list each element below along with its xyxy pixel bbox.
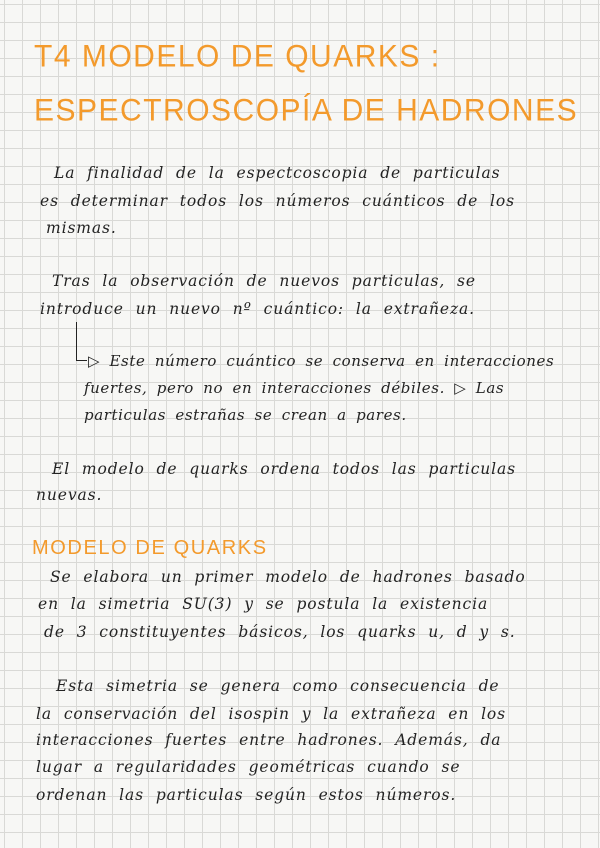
text-line: Esta simetria se genera como consecuencia de (56, 677, 500, 695)
section-heading: MODELO DE QUARKS (32, 537, 268, 559)
text-line: lugar a regularidades geométricas cuando se (36, 758, 461, 776)
text-line: particulas estrañas se crean a pares. (84, 406, 407, 424)
text-line: en la simetria SU(3) y se postula la existencia (38, 595, 489, 613)
text-line: fuertes, pero no en interacciones débiles. ▷ Las (84, 379, 505, 397)
text-line: Tras la observación de nuevos particulas, se (52, 272, 476, 290)
text-line: La finalidad de la espectcoscopia de particulas (54, 164, 501, 182)
text-line: Se elabora un primer modelo de hadrones basado (50, 568, 526, 586)
text-line: introduce un nuevo nº cuántico: la extrañeza. (40, 300, 475, 318)
text-line: mismas. (46, 219, 117, 237)
text-line: la conservación del isospin y la extrañeza en los (36, 705, 507, 723)
text-line: ordenan las particulas según estos números. (36, 786, 457, 804)
text-line: ▷ Este número cuántico se conserva en interacciones (88, 352, 555, 370)
text-line: nuevas. (36, 486, 103, 504)
text-line: es determinar todos los números cuánticos de los (40, 192, 515, 210)
text-line: interacciones fuertes entre hadrones. Además, da (36, 731, 502, 749)
text-line: de 3 constituyentes básicos, los quarks u, d y s. (44, 623, 516, 641)
bracket-arrow (76, 322, 87, 361)
title-line-1: T4 MODELO DE QUARKS : (34, 39, 441, 74)
title-line-2: ESPECTROSCOPÍA DE HADRONES (34, 93, 579, 128)
text-line: El modelo de quarks ordena todos las particulas (52, 460, 517, 478)
